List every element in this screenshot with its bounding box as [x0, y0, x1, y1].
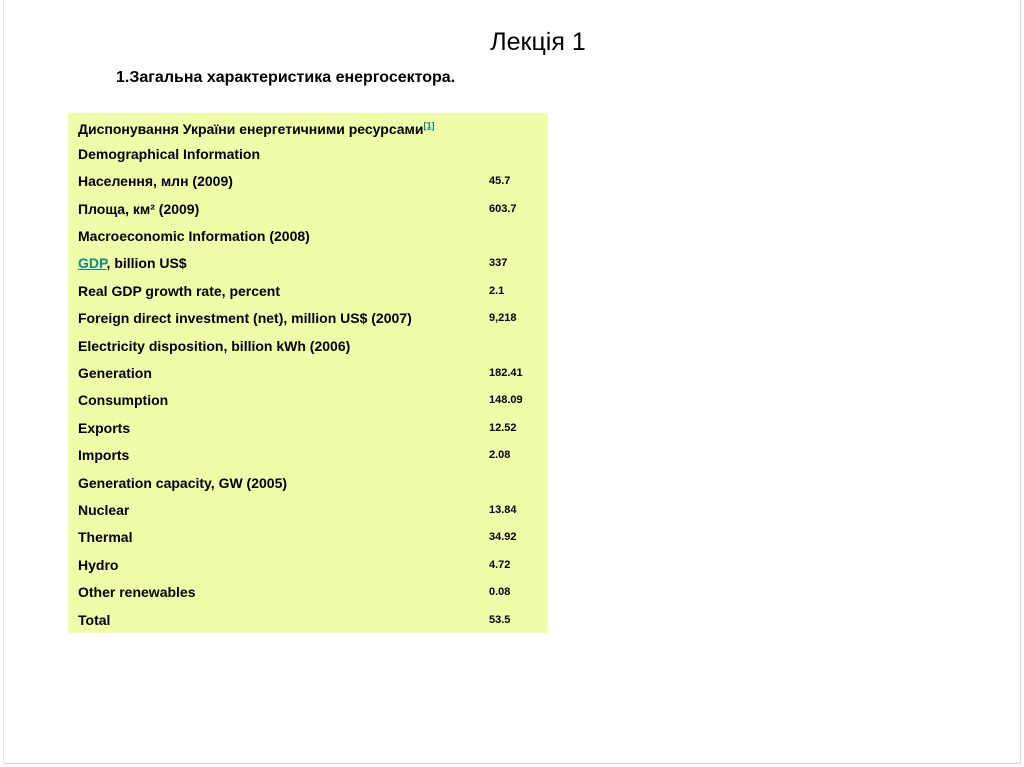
row-value: 603.7	[489, 203, 517, 215]
row-label: Населення, млн (2009)	[78, 173, 233, 189]
row-value: 45.7	[489, 175, 511, 187]
row-value: 53.5	[489, 614, 511, 626]
row-label: Macroeconomic Information (2008)	[78, 228, 310, 244]
table-heading-row	[78, 119, 538, 139]
energy-data-table	[68, 113, 548, 633]
table-row	[78, 199, 538, 219]
table-row	[78, 336, 538, 356]
row-value: 13.84	[489, 504, 517, 516]
row-value: 4.72	[489, 559, 511, 571]
row-label: Imports	[78, 447, 130, 463]
row-value: 2.1	[489, 285, 505, 297]
slide-subtitle: 1.Загальна характеристика енергосектора.	[116, 69, 456, 86]
row-label: Real GDP growth rate, percent	[78, 283, 281, 299]
row-value: 337	[489, 257, 508, 269]
table-row	[78, 308, 538, 328]
row-value: 9,218	[489, 312, 517, 324]
slide-title: Лекція 1	[490, 28, 586, 56]
row-label-rest: , billion US$	[106, 255, 187, 271]
row-label: Foreign direct investment (net), million US$ (2007)	[78, 310, 412, 326]
table-row	[78, 390, 538, 410]
table-row	[78, 253, 538, 273]
row-label: Exports	[78, 420, 131, 436]
table-row	[78, 473, 538, 493]
table-row	[78, 144, 538, 164]
row-label: Total	[78, 612, 111, 628]
table-row	[78, 226, 538, 246]
row-label: Electricity disposition, billion kWh (2006)	[78, 338, 351, 354]
row-value: 148.09	[489, 394, 523, 406]
table-row	[78, 527, 538, 547]
gdp-link[interactable]: GDP	[78, 255, 107, 271]
table-row	[78, 582, 538, 602]
table-row	[78, 363, 538, 383]
row-label	[78, 253, 187, 273]
table-heading-text: Диспонування України енергетичними ресурсами	[78, 121, 424, 137]
row-value: 2.08	[489, 449, 511, 461]
row-label: Demographical Information	[78, 146, 261, 162]
row-value: 182.41	[489, 367, 523, 379]
row-value: 0.08	[489, 586, 511, 598]
row-label: Consumption	[78, 392, 169, 408]
row-label: Generation capacity, GW (2005)	[78, 475, 288, 491]
table-row	[78, 418, 538, 438]
table-row	[78, 171, 538, 191]
footnote-link[interactable]: [1]	[423, 120, 435, 131]
row-label: Other renewables	[78, 584, 196, 600]
row-label: Nuclear	[78, 502, 130, 518]
table-row	[78, 281, 538, 301]
row-value: 12.52	[489, 422, 517, 434]
row-label: Generation	[78, 365, 152, 381]
table-row	[78, 610, 538, 630]
row-value: 34.92	[489, 531, 517, 543]
table-row	[78, 445, 538, 465]
table-row	[78, 555, 538, 575]
row-label: Площа, км² (2009)	[78, 201, 200, 217]
row-label: Thermal	[78, 529, 133, 545]
table-heading	[78, 119, 435, 139]
row-label: Hydro	[78, 557, 119, 573]
table-row	[78, 500, 538, 520]
